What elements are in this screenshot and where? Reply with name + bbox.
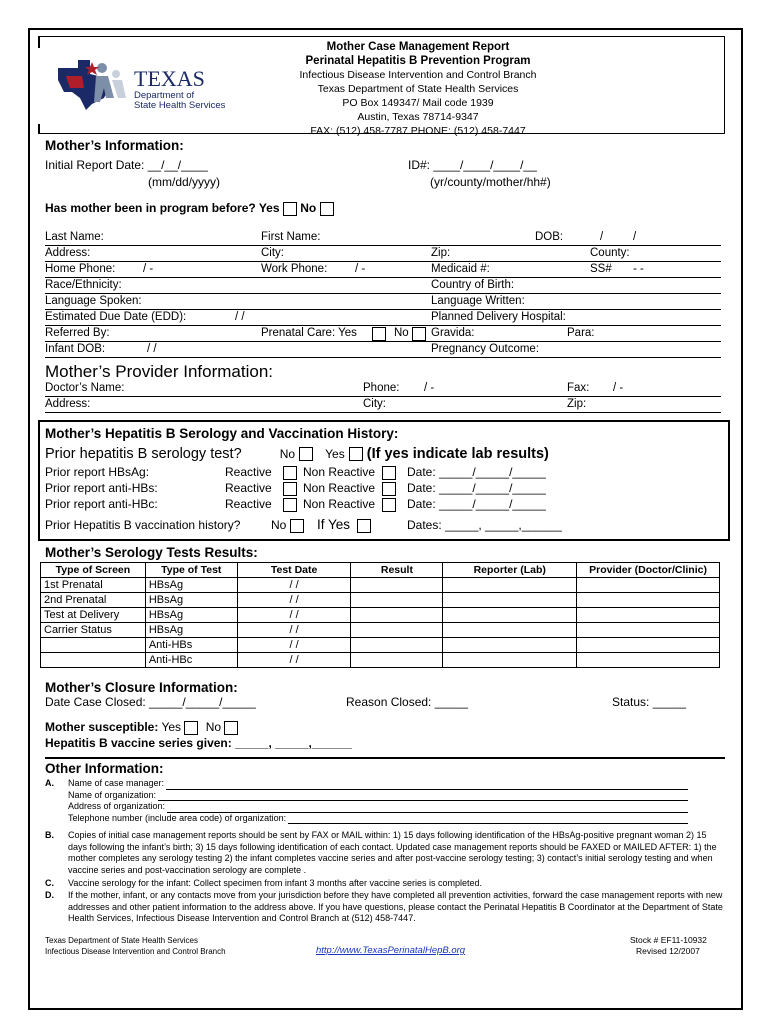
col-type-of-screen: Type of Screen [41,563,146,578]
case-status[interactable]: Status: _____ [612,695,687,709]
other-info-heading: Other Information: [45,761,164,776]
table-row [41,638,720,653]
susceptible-no-label: No [205,720,222,734]
delivery-hospital-field[interactable]: Planned Delivery Hospital: [431,311,566,323]
row-race [45,278,721,294]
antihbs-reactive-label: Reactive [225,481,272,495]
row-address [45,246,721,262]
provider-cell[interactable] [577,653,720,668]
texas-dshs-logo [56,58,236,110]
org-address-label: Address of organization: [68,801,166,811]
susceptible-yes-label: Yes [161,720,182,734]
organization-line[interactable] [158,790,688,802]
work-phone-field[interactable]: Work Phone: [261,263,328,275]
row-edd [45,310,721,326]
vacc-history-row [45,518,565,534]
row-name [45,230,721,246]
referred-by-field[interactable]: Referred By: [45,327,110,339]
table-row [41,653,720,668]
antihbs-reactive-checkbox[interactable] [283,482,297,496]
fax-phone-line: FAX: (512) 458-7787 PHONE: (512) 458-7447 [310,125,526,137]
prenatal-no-checkbox[interactable] [412,327,426,341]
row-phones [45,262,721,278]
prior-test-yes-label: Yes [325,447,345,461]
provider-cell[interactable] [577,593,720,608]
reporter-cell[interactable] [443,578,577,593]
in-program-yes-label: Yes [258,201,280,215]
footer-url-link[interactable]: http://www.TexasPerinatalHepB.org [316,945,466,956]
work-phone-sep: / - [355,263,366,275]
case-manager-row [68,778,688,790]
susceptible-yes-checkbox[interactable] [184,721,198,735]
table-row [41,623,720,638]
result-cell[interactable] [351,653,443,668]
col-test-date: Test Date [237,563,351,578]
screen-cell [41,653,146,668]
home-phone-sep: / - [143,263,154,275]
screen-cell: 2nd Prenatal [41,593,146,608]
antihbc-nonreactive-checkbox[interactable] [382,498,396,512]
id-number[interactable]: ID#: ____/____/____/__ [408,158,537,172]
form-title: Mother Case Management Report [326,41,510,53]
mother-susceptible-row [45,720,238,735]
serology-history-heading: Mother’s Hepatitis B Serology and Vaccination History: [45,426,399,441]
prior-test-yes-checkbox[interactable] [349,447,363,461]
antihbc-nonreactive-label: Non Reactive [303,497,376,511]
footer-revised-date: Revised 12/2007 [636,946,700,956]
screen-cell: Carrier Status [41,623,146,638]
row-doctor [45,381,721,397]
case-manager-label: Name of case manager: [68,778,165,788]
doctor-phone-field[interactable]: Phone: [363,382,400,394]
address-field[interactable]: Address: [45,247,91,259]
agency-line: Texas Department of State Health Services [317,83,519,95]
prior-antihbc-label: Prior report anti-HBc: [45,497,158,511]
org-phone-label: Telephone number (include area code) of organization: [68,812,287,823]
footer-org-2: Infectious Disease Intervention and Control Branch [45,947,226,956]
vacc-if-yes-label: If Yes [317,517,351,532]
provider-cell[interactable] [577,578,720,593]
footer-org-1: Texas Department of State Health Services [45,936,198,945]
closure-heading: Mother’s Closure Information: [45,680,238,695]
prior-hbsag-label: Prior report HBsAg: [45,465,150,479]
antihbc-reactive-checkbox[interactable] [283,498,297,512]
language-written-field[interactable]: Language Written: [431,295,525,307]
test-cell: Anti-HBc [145,653,237,668]
in-program-no-checkbox[interactable] [320,202,334,216]
hbsag-row [45,465,565,481]
result-cell[interactable] [351,638,443,653]
provider-cell[interactable] [577,638,720,653]
reporter-cell[interactable] [443,623,577,638]
prior-test-row [45,446,549,462]
col-provider: Provider (Doctor/Clinic) [577,563,720,578]
in-program-question [45,201,334,216]
header-corner-left [38,36,40,48]
antihbs-nonreactive-label: Non Reactive [303,481,376,495]
item-c-label: C. [45,878,54,888]
table-row [41,578,720,593]
prior-test-no-checkbox[interactable] [299,447,313,461]
prenatal-care-label: Prenatal Care: Yes [261,327,357,339]
in-program-no-label: No [300,201,317,215]
ss-field[interactable]: SS# [590,263,612,275]
antihbc-row [45,497,565,513]
logo-texas-word: TEXAS [134,66,205,91]
para-field[interactable]: Para: [567,327,595,339]
logo-dept-line: Department of [134,90,195,101]
antihbc-reactive-label: Reactive [225,497,272,511]
screen-cell [41,638,146,653]
vacc-no-label: No [271,518,287,532]
reporter-cell[interactable] [443,653,577,668]
date-cell[interactable]: / / [237,608,351,623]
table-row [41,593,720,608]
provider-address-field[interactable]: Address: [45,398,91,410]
prior-test-label: Prior hepatitis B serology test? [45,446,242,462]
item-a-fields [68,778,688,824]
hbsag-nonreactive-checkbox[interactable] [382,466,396,480]
dob-slash-2: / [633,231,637,243]
row-language [45,294,721,310]
date-format-hint: (mm/dd/yyyy) [148,175,220,189]
divider [45,757,725,759]
in-program-label: Has mother been in program before? [45,201,256,215]
hbsag-date[interactable]: Date: _____/_____/_____ [407,465,546,479]
serology-tests-table [40,562,720,668]
item-a-label: A. [45,778,54,788]
header-corner-left-bottom [38,124,40,134]
col-reporter: Reporter (Lab) [443,563,577,578]
county-field[interactable]: County: [590,247,630,259]
race-field[interactable]: Race/Ethnicity: [45,279,122,291]
test-cell: HBsAg [145,578,237,593]
case-manager-line[interactable] [166,778,688,790]
program-title: Perinatal Hepatitis B Prevention Program [305,55,531,67]
reason-closed[interactable]: Reason Closed: _____ [346,695,469,709]
provider-city-field[interactable]: City: [363,398,386,410]
city-line: Austin, Texas 78714-9347 [357,111,479,123]
organization-label: Name of organization: [68,789,157,800]
initial-report-date[interactable]: Initial Report Date: __/__/____ [45,158,208,172]
doctor-fax-field[interactable]: Fax: [567,382,590,394]
doctor-fax-sep: / - [613,382,624,394]
city-field[interactable]: City: [261,247,284,259]
result-cell[interactable] [351,608,443,623]
date-cell[interactable]: / / [237,623,351,638]
test-cell: HBsAg [145,623,237,638]
language-spoken-field[interactable]: Language Spoken: [45,295,142,307]
row-referred [45,326,721,342]
po-box-line: PO Box 149347/ Mail code 1939 [342,97,494,109]
provider-heading: Mother’s Provider Information: [45,362,274,381]
provider-cell[interactable] [577,623,720,638]
date-cell[interactable]: / / [237,593,351,608]
vaccine-series-given[interactable]: Hepatitis B vaccine series given: _____, _____,______ [45,736,352,750]
vacc-no-checkbox[interactable] [290,519,304,533]
row-provider-address [45,397,721,413]
reporter-cell[interactable] [443,638,577,653]
pregnancy-outcome-field[interactable]: Pregnancy Outcome: [431,343,540,355]
screen-cell: Test at Delivery [41,608,146,623]
home-phone-field[interactable]: Home Phone: [45,263,116,275]
country-field[interactable]: Country of Birth: [431,279,515,291]
reporter-cell[interactable] [443,608,577,623]
id-format-hint: (yr/county/mother/hh#) [430,175,551,189]
doctor-name-field[interactable]: Doctor’s Name: [45,382,125,394]
row-infant [45,342,721,358]
medicaid-field[interactable]: Medicaid #: [431,263,490,275]
organization-row [68,790,688,802]
result-cell[interactable] [351,623,443,638]
table-row [41,608,720,623]
vacc-dates[interactable]: Dates: _____, _____,______ [407,518,562,532]
susceptible-label: Mother susceptible: [45,720,159,734]
indicate-lab-results: (If yes indicate lab results) [366,446,549,462]
dob-field[interactable]: DOB: [535,231,564,243]
date-cell[interactable]: / / [237,578,351,593]
org-phone-row [68,813,688,825]
zip-field[interactable]: Zip: [431,247,451,259]
table-header-row [41,563,720,578]
first-name-field[interactable]: First Name: [261,231,321,243]
infant-dob-sep: / / [147,343,157,355]
date-cell[interactable]: / / [237,638,351,653]
hbsag-nonreactive-label: Non Reactive [303,465,376,479]
reporter-cell[interactable] [443,593,577,608]
prior-test-no-label: No [279,447,296,461]
col-result: Result [351,563,443,578]
test-cell: Anti-HBs [145,638,237,653]
branch-line: Infectious Disease Intervention and Control Branch [299,69,537,81]
infant-dob-field[interactable]: Infant DOB: [45,343,106,355]
mother-info-heading: Mother’s Information: [45,138,184,153]
result-cell[interactable] [351,593,443,608]
dob-slash-1: / [600,231,604,243]
item-b-text: Copies of initial case management reports should be sent by FAX or MAIL within: 1) 15 days following identification of the HBsAg-positive pregnant woman 2) 15 days following the infant’s birth; 3) 15 days following identification of each contact. Updated case management reports should be FAXED or MAILED AFTER: 1) the mother completes any serology testing 2) the infant completes vaccine series and after post-vaccine serology testing; 3) contact’s initial serology testing and when vaccine series and post-vaccination serology are complete . [68,830,717,875]
col-type-of-test: Type of Test [145,563,237,578]
edd-field[interactable]: Estimated Due Date (EDD): [45,311,187,323]
screen-cell: 1st Prenatal [41,578,146,593]
hbsag-reactive-label: Reactive [225,465,272,479]
test-cell: HBsAg [145,593,237,608]
ss-sep: - - [633,263,644,275]
hbsag-reactive-checkbox[interactable] [283,466,297,480]
date-case-closed[interactable]: Date Case Closed: _____/_____/_____ [45,695,256,709]
texas-map-logo-icon [56,58,130,110]
item-b-label: B. [45,830,54,840]
gravida-field[interactable]: Gravida: [431,327,475,339]
prenatal-yes-checkbox[interactable] [372,327,386,341]
org-address-line[interactable] [167,801,688,813]
last-name-field[interactable]: Last Name: [45,231,104,243]
org-phone-line[interactable] [288,813,688,825]
susceptible-no-checkbox[interactable] [224,721,238,735]
prior-antihbs-label: Prior report anti-HBs: [45,481,158,495]
edd-sep: / / [235,311,245,323]
vacc-yes-checkbox[interactable] [357,519,371,533]
test-cell: HBsAg [145,608,237,623]
item-d-label: D. [45,890,54,900]
item-c-text: Vaccine serology for the infant: Collect specimen from infant 3 months after vaccine series is completed. [68,878,483,888]
antihbs-date[interactable]: Date: _____/_____/_____ [407,481,546,495]
doctor-phone-sep: / - [424,382,435,394]
antihbc-date[interactable]: Date: _____/_____/_____ [407,497,546,511]
provider-zip-field[interactable]: Zip: [567,398,587,410]
prenatal-no-label: No [394,327,409,339]
header-text [268,40,568,138]
antihbs-nonreactive-checkbox[interactable] [382,482,396,496]
date-cell[interactable]: / / [237,653,351,668]
result-cell[interactable] [351,578,443,593]
tests-heading: Mother’s Serology Tests Results: [45,545,258,560]
item-d-text: If the mother, infant, or any contacts move from your jurisdiction before they have completed all prevention activities, forward the case management reports with new addresses and other patient information to the address above. If you have questions, please contact the Perinatal Hepatitis B Coordinator at the Department of State Health Services, Infectious Disease Intervention and Control Branch at (512) 458-7447. [68,890,723,923]
org-address-row [68,801,688,813]
footer-stock-number: Stock # EF11-10932 [630,935,707,945]
in-program-yes-checkbox[interactable] [283,202,297,216]
antihbs-row [45,481,565,497]
vacc-history-label: Prior Hepatitis B vaccination history? [45,518,241,532]
provider-cell[interactable] [577,608,720,623]
logo-agency-line: State Health Services [134,100,226,111]
